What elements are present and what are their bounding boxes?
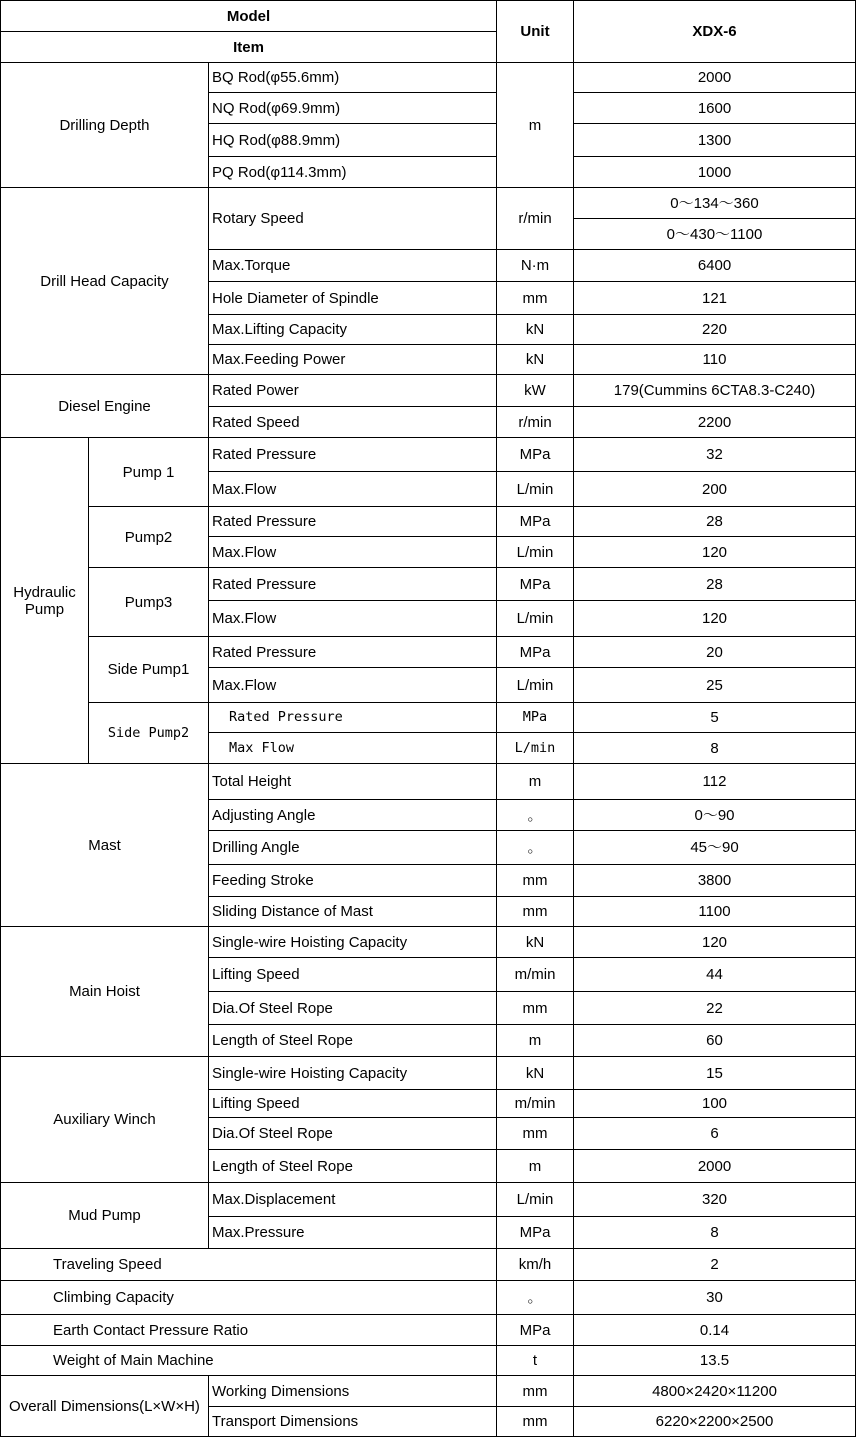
value-cell: 179(Cummins 6CTA8.3-C240) xyxy=(574,375,856,407)
table-row xyxy=(1,188,856,219)
item-label: Rated Pressure xyxy=(209,637,497,668)
table-row xyxy=(1,637,856,668)
item-label: Lifting Speed xyxy=(209,958,497,992)
value-cell: 100 xyxy=(574,1090,856,1118)
unit-cell: MPa xyxy=(497,703,574,733)
value-cell: 30 xyxy=(574,1281,856,1315)
unit-cell: mm xyxy=(497,1118,574,1150)
sub-category-pump: Side Pump1 xyxy=(89,637,209,703)
item-label: Weight of Main Machine xyxy=(1,1346,497,1376)
value-cell: 120 xyxy=(574,927,856,958)
item-label: HQ Rod(φ88.9mm) xyxy=(209,124,497,157)
unit-cell: MPa xyxy=(497,1217,574,1249)
table-row xyxy=(1,63,856,93)
category-diesel-engine: Diesel Engine xyxy=(1,375,209,438)
value-cell: 1100 xyxy=(574,897,856,927)
unit-cell: m/min xyxy=(497,1090,574,1118)
value-cell: 6 xyxy=(574,1118,856,1150)
category-auxiliary-winch: Auxiliary Winch xyxy=(1,1057,209,1183)
value-cell: 120 xyxy=(574,537,856,568)
category-hydraulic-pump: Hydraulic Pump xyxy=(1,438,89,764)
unit-cell: L/min xyxy=(497,472,574,507)
item-label: Max.Feeding Power xyxy=(209,345,497,375)
item-label: Max.Flow xyxy=(209,472,497,507)
unit-cell: m xyxy=(497,63,574,188)
value-cell: 1300 xyxy=(574,124,856,157)
unit-cell: m/min xyxy=(497,958,574,992)
table-row xyxy=(1,1183,856,1217)
unit-cell: MPa xyxy=(497,1315,574,1346)
table-row xyxy=(1,1346,856,1376)
unit-cell: MPa xyxy=(497,568,574,601)
value-cell: 8 xyxy=(574,733,856,764)
value-cell: 5 xyxy=(574,703,856,733)
table-row xyxy=(1,1249,856,1281)
value-cell: 22 xyxy=(574,992,856,1025)
unit-cell: r/min xyxy=(497,188,574,250)
value-cell: 2200 xyxy=(574,407,856,438)
header-item: Item xyxy=(1,32,497,63)
unit-cell: r/min xyxy=(497,407,574,438)
item-label: Earth Contact Pressure Ratio xyxy=(1,1315,497,1346)
table-row xyxy=(1,1315,856,1346)
unit-cell: MPa xyxy=(497,438,574,472)
table-row xyxy=(1,1376,856,1407)
unit-cell: mm xyxy=(497,992,574,1025)
table-row xyxy=(1,927,856,958)
header-model: Model xyxy=(1,1,497,32)
sub-category-pump: Pump 1 xyxy=(89,438,209,507)
table-row xyxy=(1,764,856,800)
table-row xyxy=(1,1057,856,1090)
sub-category-pump: Side Pump2 xyxy=(89,703,209,764)
item-label: Max.Lifting Capacity xyxy=(209,315,497,345)
unit-cell: kN xyxy=(497,927,574,958)
unit-cell: L/min xyxy=(497,537,574,568)
table-row xyxy=(1,1,856,32)
sub-category-pump: Pump3 xyxy=(89,568,209,637)
category-main-hoist: Main Hoist xyxy=(1,927,209,1057)
item-label: Dia.Of Steel Rope xyxy=(209,1118,497,1150)
item-label: Length of Steel Rope xyxy=(209,1025,497,1057)
unit-cell: L/min xyxy=(497,733,574,764)
item-label: Total Height xyxy=(209,764,497,800)
value-cell: 112 xyxy=(574,764,856,800)
unit-cell: N·m xyxy=(497,250,574,282)
unit-cell: kN xyxy=(497,315,574,345)
item-label: PQ Rod(φ114.3mm) xyxy=(209,157,497,188)
unit-cell: 。 xyxy=(497,1281,574,1315)
value-cell: 32 xyxy=(574,438,856,472)
unit-cell: mm xyxy=(497,1376,574,1407)
value-cell: 15 xyxy=(574,1057,856,1090)
unit-cell: mm xyxy=(497,282,574,315)
value-cell: 45～90 xyxy=(574,831,856,865)
unit-cell: t xyxy=(497,1346,574,1376)
category-drill-head: Drill Head Capacity xyxy=(1,188,209,375)
header-model-name: XDX-6 xyxy=(574,1,856,63)
item-label: Single-wire Hoisting Capacity xyxy=(209,1057,497,1090)
unit-cell: kW xyxy=(497,375,574,407)
value-cell: 2000 xyxy=(574,1150,856,1183)
item-label: Sliding Distance of Mast xyxy=(209,897,497,927)
unit-cell: mm xyxy=(497,897,574,927)
value-cell: 0～430～1100 xyxy=(574,219,856,250)
value-cell: 8 xyxy=(574,1217,856,1249)
value-cell: 4800×2420×11200 xyxy=(574,1376,856,1407)
value-cell: 220 xyxy=(574,315,856,345)
item-label: Working Dimensions xyxy=(209,1376,497,1407)
value-cell: 25 xyxy=(574,668,856,703)
table-row xyxy=(1,507,856,537)
value-cell: 320 xyxy=(574,1183,856,1217)
header-unit: Unit xyxy=(497,1,574,63)
item-label: Rated Pressure xyxy=(209,507,497,537)
value-cell: 0～134～360 xyxy=(574,188,856,219)
unit-cell: MPa xyxy=(497,507,574,537)
item-label: Max.Flow xyxy=(209,537,497,568)
value-cell: 0.14 xyxy=(574,1315,856,1346)
item-label: Rated Pressure xyxy=(209,568,497,601)
item-label: Feeding Stroke xyxy=(209,865,497,897)
item-label: NQ Rod(φ69.9mm) xyxy=(209,93,497,124)
table-row xyxy=(1,438,856,472)
category-mast: Mast xyxy=(1,764,209,927)
unit-cell: m xyxy=(497,1025,574,1057)
item-label: Rated Pressure xyxy=(209,438,497,472)
unit-cell: kN xyxy=(497,1057,574,1090)
unit-cell: L/min xyxy=(497,601,574,637)
unit-cell: m xyxy=(497,764,574,800)
item-label: Drilling Angle xyxy=(209,831,497,865)
item-label: Lifting Speed xyxy=(209,1090,497,1118)
value-cell: 200 xyxy=(574,472,856,507)
unit-cell: km/h xyxy=(497,1249,574,1281)
table-row xyxy=(1,703,856,733)
category-overall-dimensions: Overall Dimensions(L×W×H) xyxy=(1,1376,209,1437)
value-cell: 0～90 xyxy=(574,800,856,831)
unit-cell: MPa xyxy=(497,637,574,668)
item-label: Climbing Capacity xyxy=(1,1281,497,1315)
value-cell: 120 xyxy=(574,601,856,637)
value-cell: 110 xyxy=(574,345,856,375)
unit-cell: L/min xyxy=(497,1183,574,1217)
value-cell: 44 xyxy=(574,958,856,992)
value-cell: 6220×2200×2500 xyxy=(574,1407,856,1437)
sub-category-pump: Pump2 xyxy=(89,507,209,568)
item-label: BQ Rod(φ55.6mm) xyxy=(209,63,497,93)
item-label: Rated Power xyxy=(209,375,497,407)
item-label: Max.Pressure xyxy=(209,1217,497,1249)
item-label: Max Flow xyxy=(209,733,497,764)
unit-cell: mm xyxy=(497,1407,574,1437)
unit-cell: m xyxy=(497,1150,574,1183)
item-label: Max.Flow xyxy=(209,668,497,703)
item-label: Adjusting Angle xyxy=(209,800,497,831)
item-label: Rated Pressure xyxy=(209,703,497,733)
value-cell: 28 xyxy=(574,507,856,537)
table-row xyxy=(1,1281,856,1315)
item-label: Max.Displacement xyxy=(209,1183,497,1217)
item-label: Max.Torque xyxy=(209,250,497,282)
item-label: Dia.Of Steel Rope xyxy=(209,992,497,1025)
value-cell: 28 xyxy=(574,568,856,601)
value-cell: 1000 xyxy=(574,157,856,188)
item-label: Rotary Speed xyxy=(209,188,497,250)
value-cell: 6400 xyxy=(574,250,856,282)
unit-cell: mm xyxy=(497,865,574,897)
item-label: Single-wire Hoisting Capacity xyxy=(209,927,497,958)
category-mud-pump: Mud Pump xyxy=(1,1183,209,1249)
value-cell: 121 xyxy=(574,282,856,315)
category-drilling-depth: Drilling Depth xyxy=(1,63,209,188)
table-row xyxy=(1,375,856,407)
item-label: Max.Flow xyxy=(209,601,497,637)
unit-cell: 。 xyxy=(497,831,574,865)
value-cell: 2 xyxy=(574,1249,856,1281)
value-cell: 2000 xyxy=(574,63,856,93)
value-cell: 20 xyxy=(574,637,856,668)
unit-cell: kN xyxy=(497,345,574,375)
value-cell: 1600 xyxy=(574,93,856,124)
value-cell: 60 xyxy=(574,1025,856,1057)
unit-cell: L/min xyxy=(497,668,574,703)
unit-cell: 。 xyxy=(497,800,574,831)
table-row xyxy=(1,568,856,601)
item-label: Traveling Speed xyxy=(1,1249,497,1281)
item-label: Hole Diameter of Spindle xyxy=(209,282,497,315)
item-label: Transport Dimensions xyxy=(209,1407,497,1437)
item-label: Rated Speed xyxy=(209,407,497,438)
value-cell: 3800 xyxy=(574,865,856,897)
item-label: Length of Steel Rope xyxy=(209,1150,497,1183)
value-cell: 13.5 xyxy=(574,1346,856,1376)
